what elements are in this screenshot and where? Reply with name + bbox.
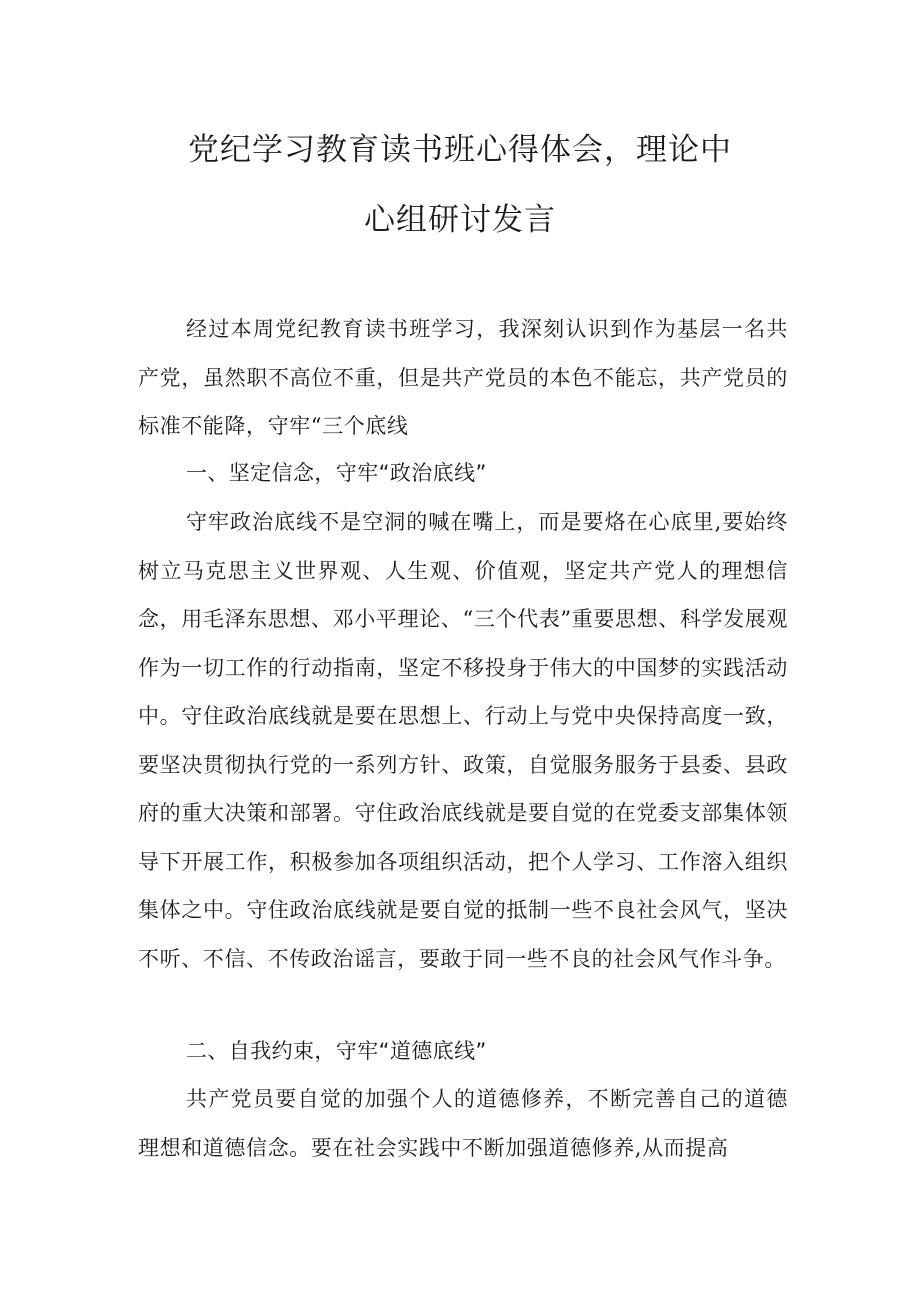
intro-paragraph: 经过本周党纪教育读书班学习，我深刻认识到作为基层一名共产党，虽然职不高位不重，但是共产党员的本色不能忘，共产党员的标准不能降，守牢“三个底线 (138, 317, 788, 438)
document-title-line1: 党纪学习教育读书班心得体会，理论中 (188, 132, 732, 168)
section2-paragraph: 共产党员要自觉的加强个人的道德修养，不断完善自己的道德理想和道德信念。要在社会实践中不断加强道德修养,从而提高 (138, 1087, 788, 1160)
document-title-line2: 心组研讨发言 (364, 202, 556, 238)
section2-heading: 二、自我约束，守牢“道德底线” (186, 1039, 487, 1063)
section1-paragraph: 守牢政治底线不是空洞的喊在嘴上，而是要烙在心底里,要始终树立马克思主义世界观、人生观、价值观，坚定共产党人的理想信念，用毛泽东思想、邓小平理论、“三个代表”重要思想、科学发展观作为一切工作的行动指南，坚定不移投身于伟大的中国梦的实践活动中。守住政治底线就是要在思想上、行动上与党中央保持高度一致，要坚决贯彻执行党的一系列方针、政策，自觉服务服务于县委、县政府的重大决策和部署。守住政治底线就是要自觉的在党委支部集体领导下开展工作，积极参加各项组织活动，把个人学习、工作溶入组织集体之中。守住政治底线就是要自觉的抵制一些不良社会风气，坚决不听、不信、不传政治谣言，要敢于同一些不良的社会风气作斗争。 (138, 510, 788, 971)
section1-heading: 一、坚定信念，守牢“政治底线” (186, 461, 487, 485)
